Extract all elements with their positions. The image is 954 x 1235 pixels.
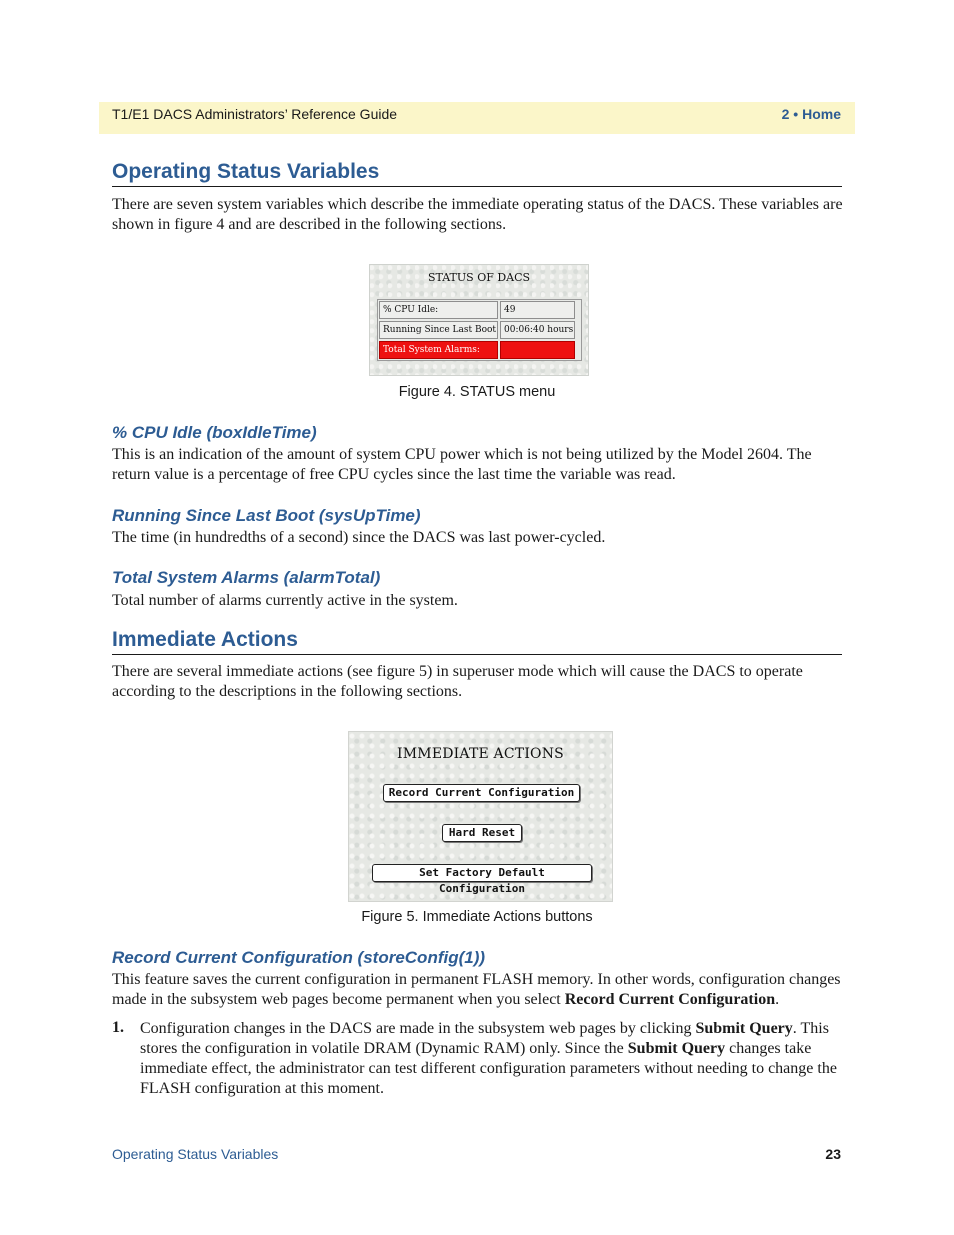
status-table <box>377 299 582 361</box>
footer-section-name: Operating Status Variables <box>112 1146 279 1162</box>
section-heading-immediate-actions: Immediate Actions <box>112 628 842 655</box>
cpu-idle-body: This is an indication of the amount of system CPU power which is not being utilized by the Model 2604. The return value is a percentage of free CPU cycles since the last time the variable was read. <box>112 446 812 483</box>
status-row-running-since <box>378 320 581 340</box>
status-label: % CPU Idle: <box>379 301 498 319</box>
set-factory-default-configuration-button[interactable]: Set Factory Default Configuration <box>372 864 592 882</box>
record-config-body <box>112 970 844 1010</box>
record-current-configuration-button[interactable]: Record Current Configuration <box>383 784 580 802</box>
subheading-cpu-idle: % CPU Idle (boxIdleTime) <box>112 423 317 442</box>
total-alarms-body: Total number of alarms currently active in the system. <box>112 592 458 609</box>
status-value: 49 <box>500 301 575 319</box>
page-number: 23 <box>825 1146 841 1162</box>
status-row-cpu-idle <box>378 300 581 320</box>
status-value: 00:06:40 hours <box>500 321 575 339</box>
body-text: . <box>775 991 780 1008</box>
subheading-record-config: Record Current Configuration (storeConfig(1)) <box>112 948 486 967</box>
list-number: 1. <box>112 1019 124 1036</box>
subheading-running-since: Running Since Last Boot (sysUpTime) <box>112 506 421 525</box>
section-heading-operating-status: Operating Status Variables <box>112 160 842 187</box>
list-bold-text: Submit Query <box>695 1020 793 1037</box>
list-text: . This stores the configuration in volatile DRAM (Dynamic RAM) only. Since the <box>140 1020 829 1057</box>
status-label: Running Since Last Boot <box>379 321 498 339</box>
immediate-actions-title: IMMEDIATE ACTIONS <box>397 746 564 762</box>
status-label: Total System Alarms: <box>379 341 498 359</box>
status-of-dacs-figure <box>369 264 589 376</box>
operating-status-intro: There are seven system variables which describe the immediate operating status of the DACS. These variables are shown in figure 4 and are described in the following sections. <box>112 196 843 233</box>
running-since-body: The time (in hundredths of a second) since the DACS was last power-cycled. <box>112 529 606 546</box>
immediate-actions-intro: There are several immediate actions (see figure 5) in superuser mode which will cause the DACS to operate according to the descriptions in the following sections. <box>112 663 803 700</box>
list-bold-text: Submit Query <box>627 1040 726 1057</box>
subheading-total-alarms: Total System Alarms (alarmTotal) <box>112 568 381 587</box>
figure4-caption: Figure 4. STATUS menu <box>398 384 556 400</box>
status-figure-title: STATUS OF DACS <box>427 271 531 284</box>
status-value <box>500 341 575 359</box>
body-bold-text: Record Current Configuration <box>564 991 776 1008</box>
immediate-actions-figure <box>348 731 613 902</box>
body-text: This feature saves the current configuration in permanent FLASH memory. In other words, configuration changes made in the subsystem web pages become permanent when you select <box>112 971 841 1008</box>
list-text: changes take immediate effect, the administrator can test different configuration parameters without needing to change the FLASH configuration at this moment. <box>140 1040 837 1097</box>
figure5-caption: Figure 5. Immediate Actions buttons <box>361 909 593 925</box>
list-text: Configuration changes in the DACS are made in the subsystem web pages by clicking <box>140 1020 696 1037</box>
status-row-total-alarms <box>378 340 581 360</box>
list-item-1 <box>140 1019 844 1099</box>
hard-reset-button[interactable]: Hard Reset <box>442 824 522 842</box>
guide-title: T1/E1 DACS Administrators’ Reference Guide <box>112 106 398 122</box>
chapter-link[interactable]: 2 • Home <box>781 106 841 122</box>
